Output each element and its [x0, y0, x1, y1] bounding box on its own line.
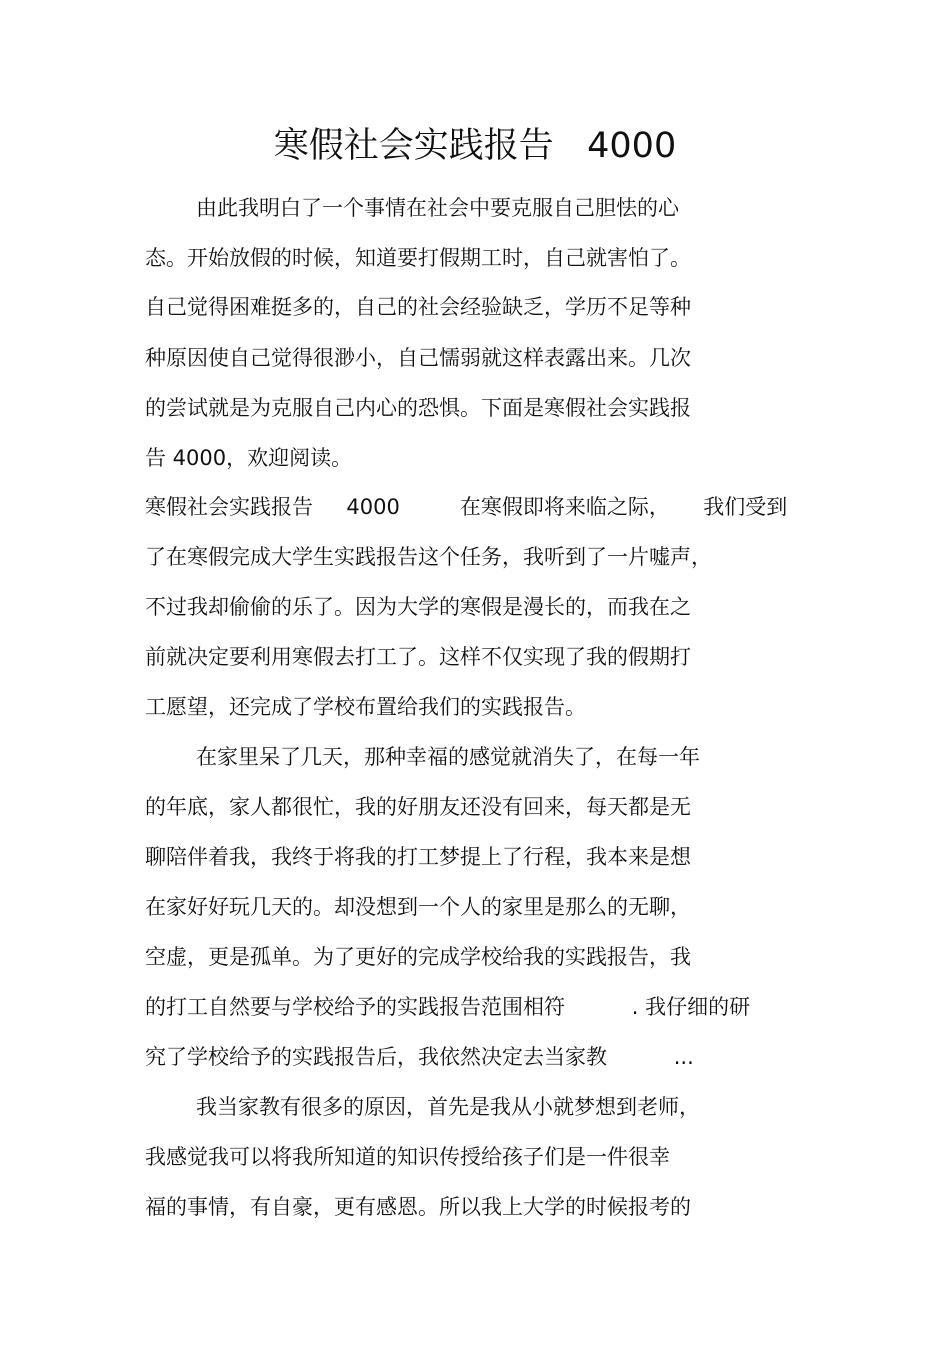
text-line-5: 的尝试就是为克服自己内心的恐惧。下面是寒假社会实践报 [145, 396, 691, 420]
text-line-17: 的打工自然要与学校给予的实践报告范围相符 . 我仔细的研 [145, 995, 751, 1019]
page-title: 寒假社会实践报告 4000 [273, 126, 677, 166]
text-line-18: 究了学校给予的实践报告后，我依然决定去当家教 ... [145, 1045, 694, 1069]
text-line-8: 了在寒假完成大学生实践报告这个任务，我听到了一片嘘声， [145, 545, 712, 569]
text-line-9: 不过我却偷偷的乐了。因为大学的寒假是漫长的，而我在之 [145, 595, 691, 619]
text-line-19: 我当家教有很多的原因，首先是我从小就梦想到老师， [196, 1095, 700, 1119]
text-line-14: 聊陪伴着我，我终于将我的打工梦提上了行程，我本来是想 [145, 845, 691, 869]
text-line-3: 自己觉得困难挺多的，自己的社会经验缺乏，学历不足等种 [145, 295, 691, 319]
text-line-20: 我感觉我可以将我所知道的知识传授给孩子们是一件很幸 [145, 1145, 670, 1169]
text-line-7: 寒假社会实践报告 4000 在寒假即将来临之际， 我们受到 [145, 495, 788, 519]
text-line-16: 空虚，更是孤单。为了更好的完成学校给我的实践报告，我 [145, 945, 691, 969]
text-line-4: 种原因使自己觉得很渺小，自己懦弱就这样表露出来。几次 [145, 346, 691, 370]
text-line-10: 前就决定要利用寒假去打工了。这样不仅实现了我的假期打 [145, 645, 691, 669]
text-line-11: 工愿望，还完成了学校布置给我们的实践报告。 [145, 695, 586, 719]
text-line-21: 福的事情，有自豪，更有感恩。所以我上大学的时候报考的 [145, 1195, 691, 1219]
text-line-2: 态。开始放假的时候，知道要打假期工时，自己就害怕了。 [145, 246, 691, 270]
text-line-6: 告 4000，欢迎阅读。 [145, 446, 353, 470]
text-line-1: 由此我明白了一个事情在社会中要克服自己胆怯的心 [196, 196, 679, 220]
text-line-12: 在家里呆了几天，那种幸福的感觉就消失了，在每一年 [196, 745, 700, 769]
text-line-15: 在家好好玩几天的。却没想到一个人的家里是那么的无聊， [145, 895, 691, 919]
text-line-13: 的年底，家人都很忙，我的好朋友还没有回来，每天都是无 [145, 795, 691, 819]
